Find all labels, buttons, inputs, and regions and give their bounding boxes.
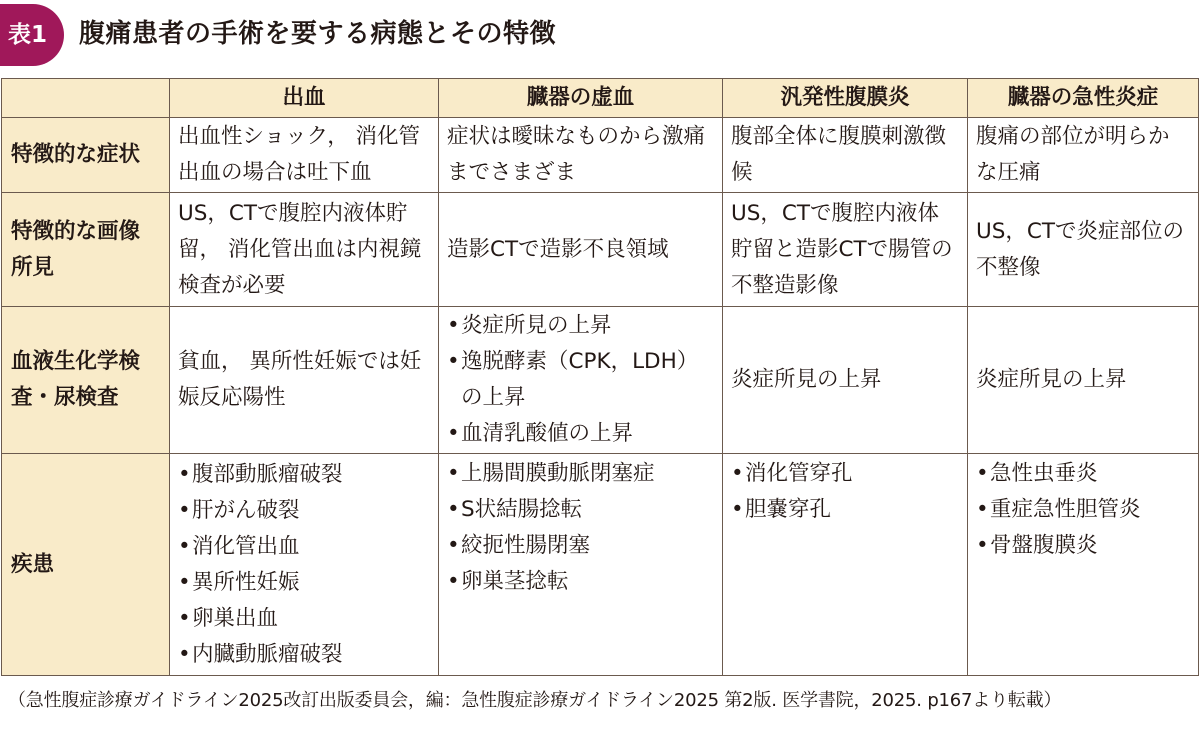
table-cell: US，CTで腹腔内液体貯留と造影CTで腸管の不整造影像 (723, 193, 968, 307)
table-row (2, 118, 1199, 193)
list-item: • 内臓動脈瘤破裂 (178, 637, 430, 673)
list-item: • 骨盤腹膜炎 (976, 528, 1190, 564)
bullet-list (447, 456, 714, 600)
list-item: • 血清乳酸値の上昇 (447, 416, 714, 452)
table-cell: 症状は曖昧なものから激痛までさまざま (439, 118, 723, 193)
bullet-list (178, 457, 430, 673)
row-header-lab-tests: 血液生化学検査・尿検査 (2, 307, 170, 454)
list-item: • 腹部動脈瘤破裂 (178, 457, 430, 493)
table-cell (968, 454, 1199, 676)
list-item: • 消化管穿孔 (731, 456, 959, 492)
table-number-badge: 表1 (0, 4, 64, 66)
column-header-ischemia: 臓器の虚血 (439, 79, 723, 118)
table-cell (723, 454, 968, 676)
table-cell: US，CTで炎症部位の不整像 (968, 193, 1199, 307)
table-cell: 出血性ショック， 消化管出血の場合は吐下血 (170, 118, 439, 193)
row-header-symptoms: 特徴的な症状 (2, 118, 170, 193)
list-item: • 胆嚢穿孔 (731, 492, 959, 528)
bullet-list (447, 308, 714, 452)
list-item: • 急性虫垂炎 (976, 456, 1190, 492)
list-item: • 卵巣茎捻転 (447, 564, 714, 600)
table-row (2, 307, 1199, 454)
column-header-hemorrhage: 出血 (170, 79, 439, 118)
column-header-inflammation: 臓器の急性炎症 (968, 79, 1199, 118)
list-item: • 重症急性胆管炎 (976, 492, 1190, 528)
list-item: • S状結腸捻転 (447, 492, 714, 528)
table-cell: US，CTで腹腔内液体貯留， 消化管出血は内視鏡検査が必要 (170, 193, 439, 307)
table-cell: 貧血， 異所性妊娠では妊娠反応陽性 (170, 307, 439, 454)
header (0, 0, 1200, 76)
list-item: • 逸脱酵素（CPK，LDH）の上昇 (447, 344, 714, 416)
table-cell: 腹痛の部位が明らかな圧痛 (968, 118, 1199, 193)
table-cell (439, 454, 723, 676)
list-item: • 絞扼性腸閉塞 (447, 528, 714, 564)
table-cell (170, 454, 439, 676)
row-header-diseases: 疾患 (2, 454, 170, 676)
column-header-peritonitis: 汎発性腹膜炎 (723, 79, 968, 118)
table-row (2, 193, 1199, 307)
table-row (2, 454, 1199, 676)
table-cell: 腹部全体に腹膜刺激徴候 (723, 118, 968, 193)
page-title: 腹痛患者の手術を要する病態とその特徴 (79, 19, 557, 49)
corner-header-cell (2, 79, 170, 118)
list-item: • 上腸間膜動脈閉塞症 (447, 456, 714, 492)
table-header-row (2, 79, 1199, 118)
table-cell (439, 307, 723, 454)
list-item: • 肝がん破裂 (178, 493, 430, 529)
list-item: • 消化管出血 (178, 529, 430, 565)
row-header-imaging: 特徴的な画像所見 (2, 193, 170, 307)
comparison-table (1, 78, 1199, 676)
list-item: • 炎症所見の上昇 (447, 308, 714, 344)
bullet-list (731, 456, 959, 528)
table-cell: 造影CTで造影不良領域 (439, 193, 723, 307)
list-item: • 卵巣出血 (178, 601, 430, 637)
list-item: • 異所性妊娠 (178, 565, 430, 601)
table-cell: 炎症所見の上昇 (723, 307, 968, 454)
table-cell: 炎症所見の上昇 (968, 307, 1199, 454)
source-citation: （急性腹症診療ガイドライン2025改訂出版委員会，編：急性腹症診療ガイドライン2025 第2版. 医学書院，2025. p167より転載） (8, 690, 1062, 711)
bullet-list (976, 456, 1190, 564)
